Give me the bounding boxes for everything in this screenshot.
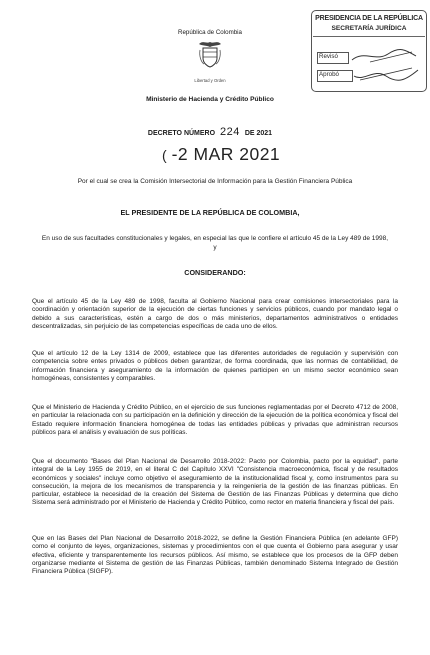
decree-date [162, 144, 302, 165]
president-heading: EL PRESIDENTE DE LA REPÚBLICA DE COLOMBIA, [120, 208, 300, 217]
stamp-revised-label: Revisó [319, 53, 338, 60]
paragraph-3: Que el Ministerio de Hacienda y Crédito Público, en el ejercicio de sus funciones reglamentadas por el Decreto 4712 de 2008, en particular la relacionada con su participación en la definición y dirección de la ejecución de la política económica y fiscal del Estado requiere información financiera homogénea de todas las entidades públicas y privadas que administran recursos públicos para el análisis y evaluación de sus políticas. [32, 404, 398, 436]
considering-heading: CONSIDERANDO: [184, 268, 246, 277]
paragraph-1: Que el artículo 45 de la Ley 489 de 1998, faculta al Gobierno Nacional para crear comisiones intersectoriales para la coordinación y orientación superior de la ejecución de ciertas funciones y servicios públicos, cuando por mandato legal o debido a sus características, estén a cargo de dos o más ministerios, departamentos administrativos o entidades descentralizadas, sin perjuicio de las competencias específicas de cada uno de ellos. [32, 298, 398, 330]
stamp-title: PRESIDENCIA DE LA REPÚBLICA [315, 15, 423, 22]
approved-signature [352, 64, 422, 84]
paragraph-4: Que el documento "Bases del Plan Nacional de Desarrollo 2018-2022: Pacto por Colombia, pacto por la equidad", parte integral de la Ley 1955 de 2019, en el literal C del Capítulo XXVI "Consistencia macroeconómica, fiscal y de resultados económicos y sociales" incluye como objetivo el aseguramiento de la institucionalidad fiscal y, como instrumentos para su consecución, la mejora de los mecanismos de transparencia y la reingeniería de la gestión de las finanzas públicas. En particular, establece la necesidad de la creación del Sistema de Gestión de las Finanzas Públicas y determina que dicho Sistema será administrado por el Ministerio de Hacienda y Crédito Público, como rector en materia financiera y fiscal del país. [32, 458, 398, 507]
paragraph-5: Que en las Bases del Plan Nacional de Desarrollo 2018-2022, se define la Gestión Financiera Pública (en adelante GFP) como el conjunto de leyes, organizaciones, sistemas y procedimientos con el que cuenta el Gobierno para asegurar y usar efectiva, eficiente y transparentemente los recursos públicos. Así mismo, se establece que los procesos de la GFP deben organizarse mediante el Sistema de gestión de las Finanzas Públicas, también denominado Sistema Integrado de Gestión Financiera Pública (SIGFP). [32, 535, 398, 576]
decree-subject: Por el cual se crea la Comisión Intersectorial de Información para la Gestión Financiera Pública [77, 178, 353, 185]
decree-year: DE 2021 [244, 130, 273, 137]
revised-signature [350, 46, 420, 66]
motto: Libertad y Orden [194, 78, 226, 83]
stamp-subtitle: SECRETARÍA JURÍDICA [331, 25, 407, 32]
paragraph-2: Que el artículo 12 de la Ley 1314 de 2009, establece que las diferentes autoridades de regulación y supervisión con competencia sobre entes privados o públicos deben garantizar, de forma coordinada, que las normas de contabilidad, de información financiera y aseguramiento de la información de quienes participen en un mismo sector económico sean homogéneas, consistentes y comparables. [32, 350, 398, 382]
coat-of-arms-icon [196, 38, 224, 68]
stamp-divider [313, 36, 425, 37]
decree-date-text: -2 MAR 2021 [171, 144, 281, 164]
stamp-approved-label: Aprobó [319, 71, 339, 78]
date-bracket-icon: ( [162, 147, 172, 163]
legal-powers: En uso de sus facultades constitucionales y legales, en especial las que le confiere el artículo 45 de la Ley 489 de 1998, y [41, 235, 389, 251]
decree-number: 224 [220, 126, 240, 138]
decree-prefix: DECRETO NÚMERO [147, 130, 216, 137]
country-name: República de Colombia [178, 29, 242, 36]
ministry-name: Ministerio de Hacienda y Crédito Público [146, 96, 274, 103]
decree-number-line [60, 126, 360, 138]
